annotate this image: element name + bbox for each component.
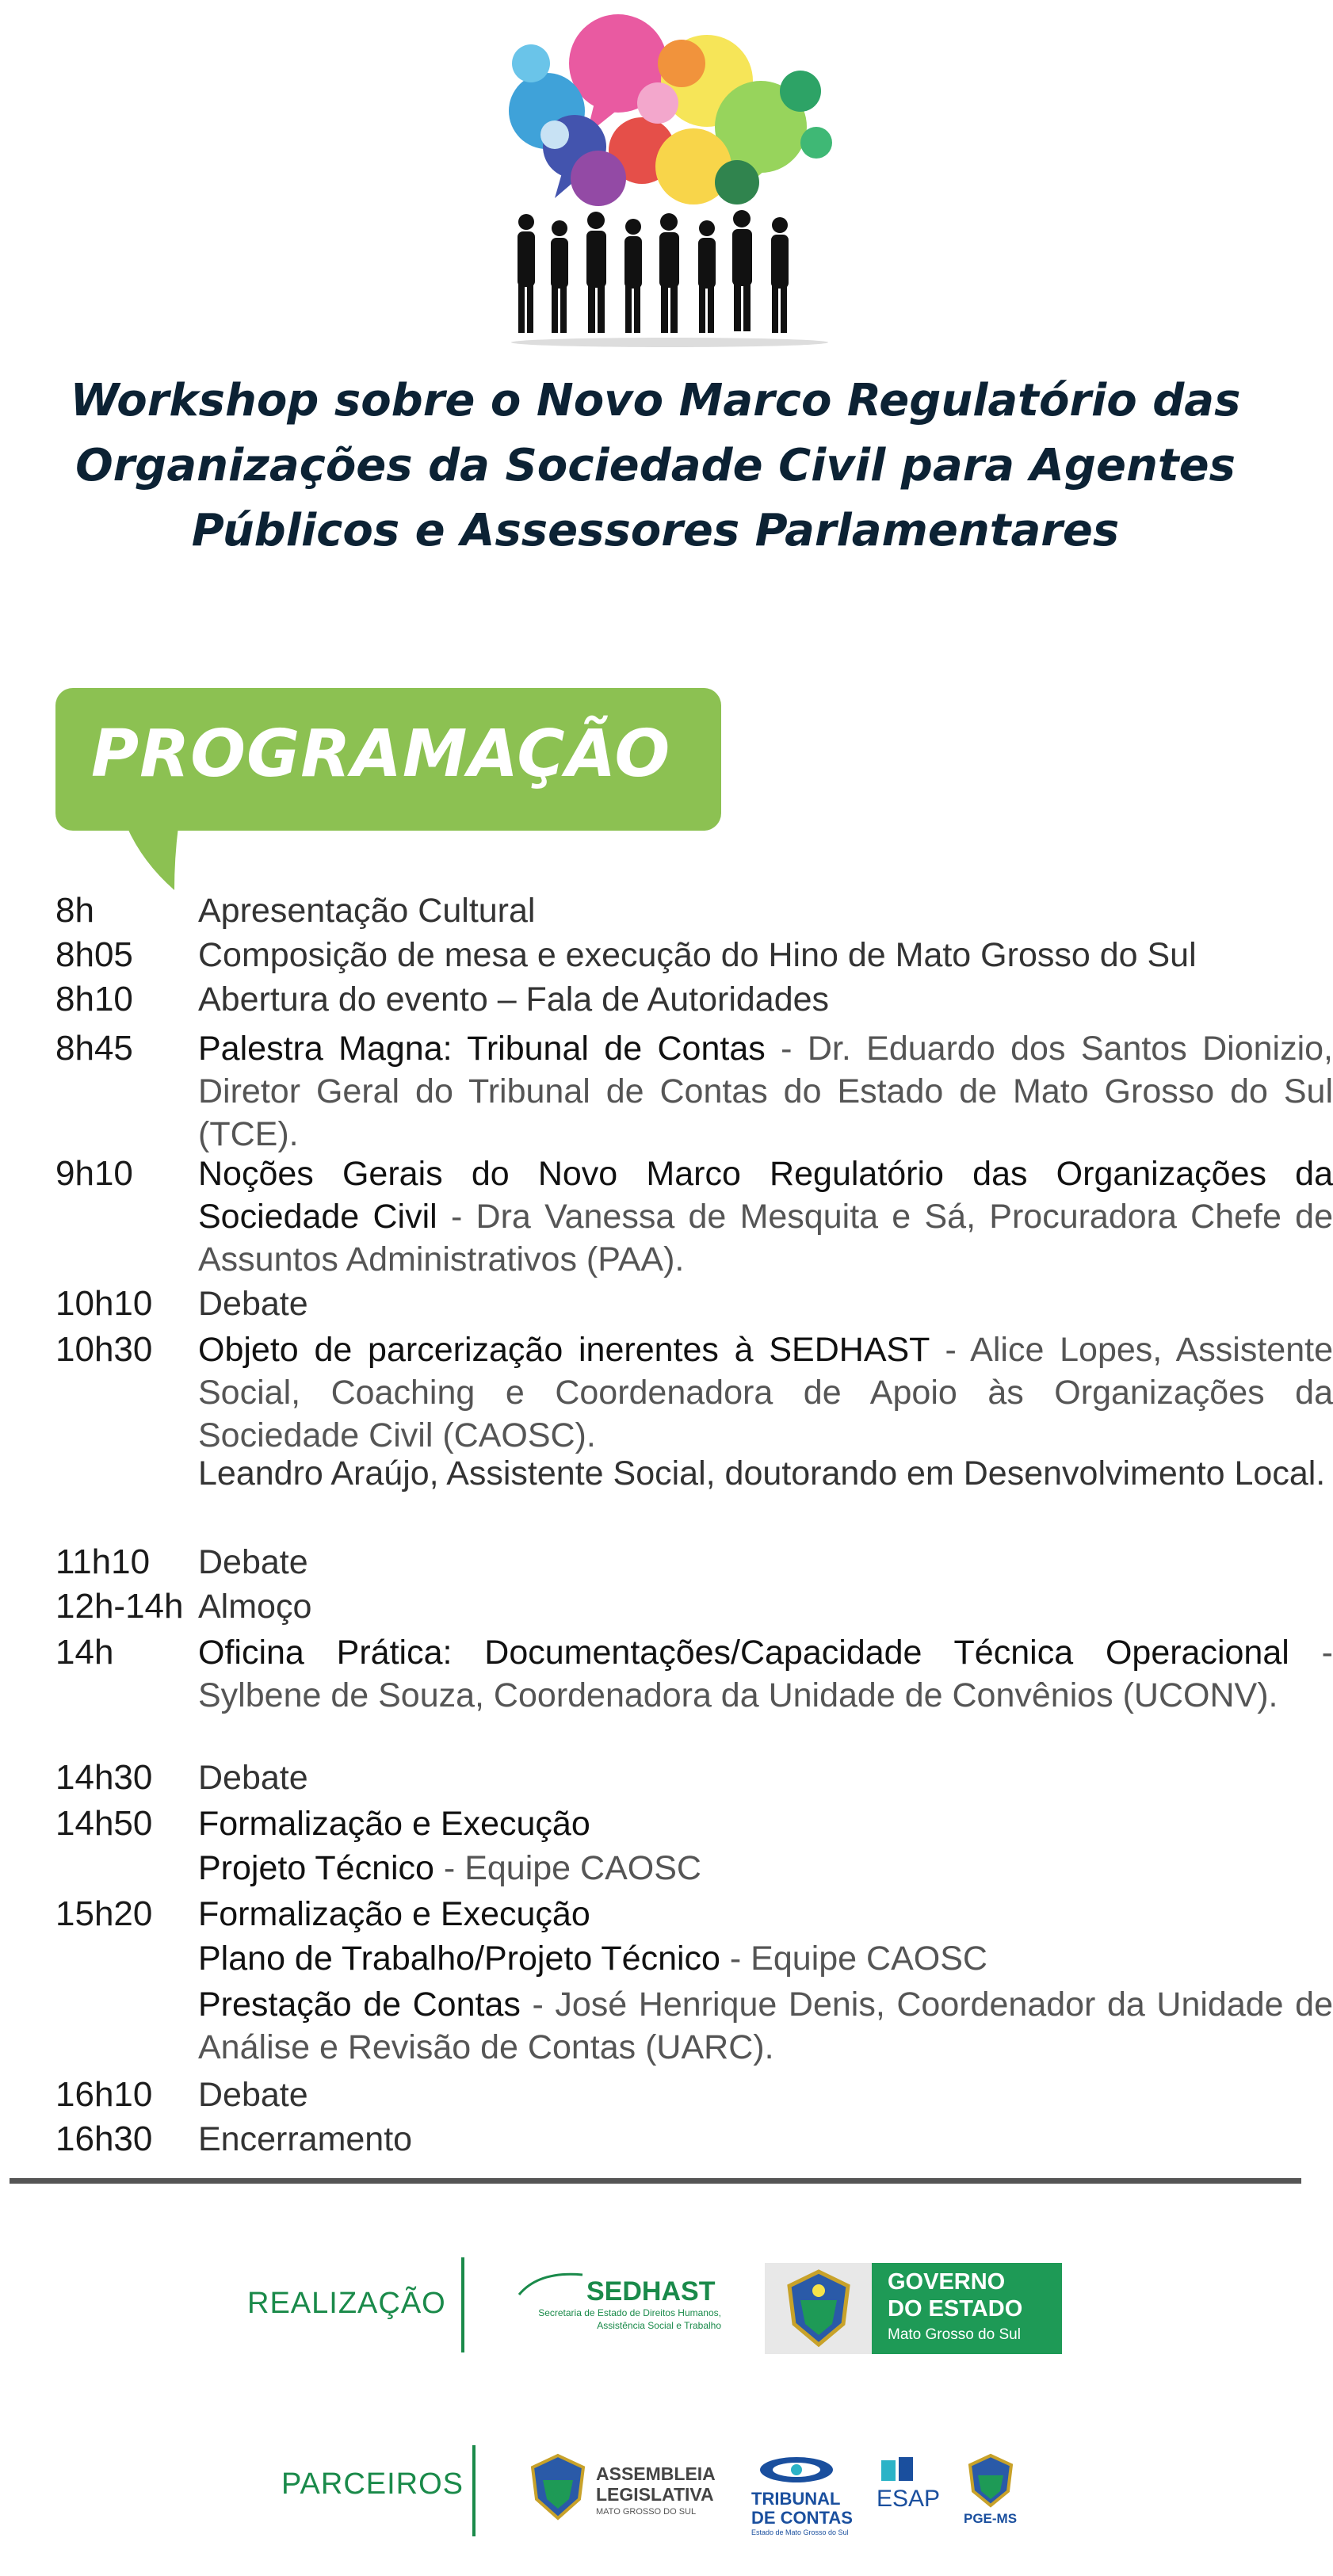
schedule-description <box>198 1282 1333 1325</box>
schedule-time: 14h50 <box>55 1804 153 1843</box>
shadow <box>511 338 828 347</box>
esap-book-icon <box>878 2456 918 2484</box>
schedule-session-detail: Composição de mesa e execução do Hino de Mato Grosso do Sul <box>198 936 1197 974</box>
schedule-session-title: Plano de Trabalho/Projeto Técnico <box>198 1940 720 1978</box>
speech-bubbles-icon <box>509 14 832 206</box>
title-line-3: Públicos e Assessores Parlamentares <box>191 505 1120 556</box>
schedule-session-detail: Debate <box>198 1759 308 1797</box>
page-title <box>16 369 1295 564</box>
sedhast-logo-subtitle: Secretaria de Estado de Direitos Humanos, Assistência Social e Trabalho <box>538 2307 721 2331</box>
title-line-2: Organizações da Sociedade Civil para Agentes <box>75 440 1236 491</box>
schedule-description <box>198 1937 1333 1980</box>
schedule-description <box>198 1631 1333 1717</box>
people-silhouettes-icon <box>518 210 789 333</box>
schedule-session-detail: Abertura do evento – Fala de Autoridades <box>198 980 830 1019</box>
tribunal-line-1: TRIBUNAL <box>751 2489 841 2509</box>
sedhast-logo-icon <box>515 2267 586 2299</box>
schedule-description <box>198 1802 1333 1845</box>
schedule-time: 10h30 <box>55 1330 153 1369</box>
tribunal-eye-icon <box>757 2454 836 2486</box>
governo-line-1: GOVERNO <box>888 2269 1006 2295</box>
schedule-session-detail: Encerramento <box>198 2120 413 2158</box>
schedule-session-title: Noções Gerais do Novo Marco Regulatório das Organizações da Sociedade Civil <box>198 1155 1333 1236</box>
state-coat-of-arms-icon <box>785 2268 853 2348</box>
schedule-description <box>198 2073 1333 2116</box>
schedule-session-detail: - Equipe CAOSC <box>434 1849 701 1887</box>
assembleia-emblem-icon <box>529 2453 586 2521</box>
schedule-time: 14h30 <box>55 1758 153 1797</box>
schedule-description <box>198 1893 1333 1936</box>
realizacao-label: REALIZAÇÃO <box>247 2287 446 2320</box>
schedule-session-title: Formalização e Execução <box>198 1805 590 1843</box>
schedule-description <box>198 1328 1333 1457</box>
governo-line-2: DO ESTADO <box>888 2296 1023 2322</box>
schedule-description <box>198 1452 1333 1495</box>
schedule-session-detail: Leandro Araújo, Assistente Social, doutorando em Desenvolvimento Local. <box>198 1454 1326 1492</box>
schedule-time: 12h-14h <box>55 1587 184 1626</box>
schedule-session-title: Projeto Técnico <box>198 1849 434 1887</box>
pge-logo-name: PGE-MS <box>964 2511 1018 2526</box>
schedule-time: 16h30 <box>55 2119 153 2158</box>
tribunal-line-2: DE CONTAS <box>751 2508 853 2528</box>
schedule-session-detail: - Equipe CAOSC <box>720 1940 987 1978</box>
schedule-description <box>198 1585 1333 1628</box>
schedule-description <box>198 1983 1333 2069</box>
schedule-session-detail: - Alice Lopes, Assistente Social, Coaching e Coordenadora de Apoio às Organizações da Sociedade Civil (CAOSC). <box>198 1331 1333 1454</box>
schedule-session-detail: Debate <box>198 2076 308 2114</box>
schedule-description <box>198 2118 1333 2161</box>
schedule-time: 16h10 <box>55 2075 153 2114</box>
assembleia-line-3: MATO GROSSO DO SUL <box>596 2507 697 2517</box>
schedule-description <box>198 1756 1333 1799</box>
tribunal-line-3: Estado de Mato Grosso do Sul <box>751 2528 849 2536</box>
schedule-time: 15h20 <box>55 1894 153 1933</box>
title-line-1: Workshop sobre o Novo Marco Regulatório das <box>70 375 1241 426</box>
schedule-time: 8h <box>55 891 94 930</box>
schedule-session-detail: Apresentação Cultural <box>198 892 536 930</box>
sedhast-logo-name: SEDHAST <box>586 2276 716 2307</box>
schedule-session-detail: - Dra Vanessa de Mesquita e Sá, Procuradora Chefe de Assuntos Administrativos (PAA). <box>198 1198 1333 1278</box>
schedule-time: 8h45 <box>55 1029 133 1068</box>
assembleia-line-1: ASSEMBLEIA <box>596 2463 716 2484</box>
divider <box>472 2445 476 2536</box>
schedule-time: 9h10 <box>55 1154 133 1193</box>
schedule-description <box>198 934 1333 977</box>
schedule-time: 8h10 <box>55 980 133 1019</box>
schedule-time: 14h <box>55 1633 114 1672</box>
schedule-time: 10h10 <box>55 1284 153 1323</box>
schedule-time: 8h05 <box>55 935 133 974</box>
schedule-time: 11h10 <box>55 1542 151 1581</box>
divider <box>10 2178 1301 2184</box>
parceiros-label: PARCEIROS <box>281 2467 464 2501</box>
schedule-description <box>198 1847 1333 1890</box>
schedule-session-detail: Debate <box>198 1285 308 1323</box>
schedule-description <box>198 978 1333 1021</box>
schedule-session-detail: - José Henrique Denis, Coordenador da Unidade de Análise e Revisão de Contas (UARC). <box>198 1986 1333 2066</box>
pge-emblem-icon <box>967 2453 1014 2509</box>
schedule-session-detail: Debate <box>198 1543 308 1581</box>
section-label: PROGRAMAÇÃO <box>91 717 671 792</box>
schedule-session-title: Formalização e Execução <box>198 1895 590 1933</box>
assembleia-line-2: LEGISLATIVA <box>596 2484 714 2505</box>
schedule-session-title: Prestação de Contas <box>198 1986 521 2024</box>
schedule-description <box>198 1152 1333 1281</box>
schedule-session-title: Palestra Magna: Tribunal de Contas <box>198 1030 766 1068</box>
schedule-description <box>198 1541 1333 1584</box>
schedule-session-title: Objeto de parcerização inerentes à SEDHAST <box>198 1331 930 1369</box>
schedule-session-title: Oficina Prática: Documentações/Capacidade Técnica Operacional <box>198 1634 1289 1672</box>
schedule-description <box>198 889 1333 932</box>
schedule-session-detail: Almoço <box>198 1588 312 1626</box>
schedule-session-detail: - Dr. Eduardo dos Santos Dionizio, Diretor Geral do Tribunal de Contas do Estado de Mato Grosso do Sul (TCE). <box>198 1030 1333 1153</box>
esap-logo-name: ESAP <box>877 2486 941 2512</box>
governo-line-3: Mato Grosso do Sul <box>888 2326 1021 2343</box>
hero-illustration <box>499 16 848 349</box>
schedule-session-detail: - Sylbene de Souza, Coordenadora da Unidade de Convênios (UCONV). <box>198 1634 1333 1714</box>
divider <box>461 2257 464 2352</box>
schedule-description <box>198 1027 1333 1156</box>
